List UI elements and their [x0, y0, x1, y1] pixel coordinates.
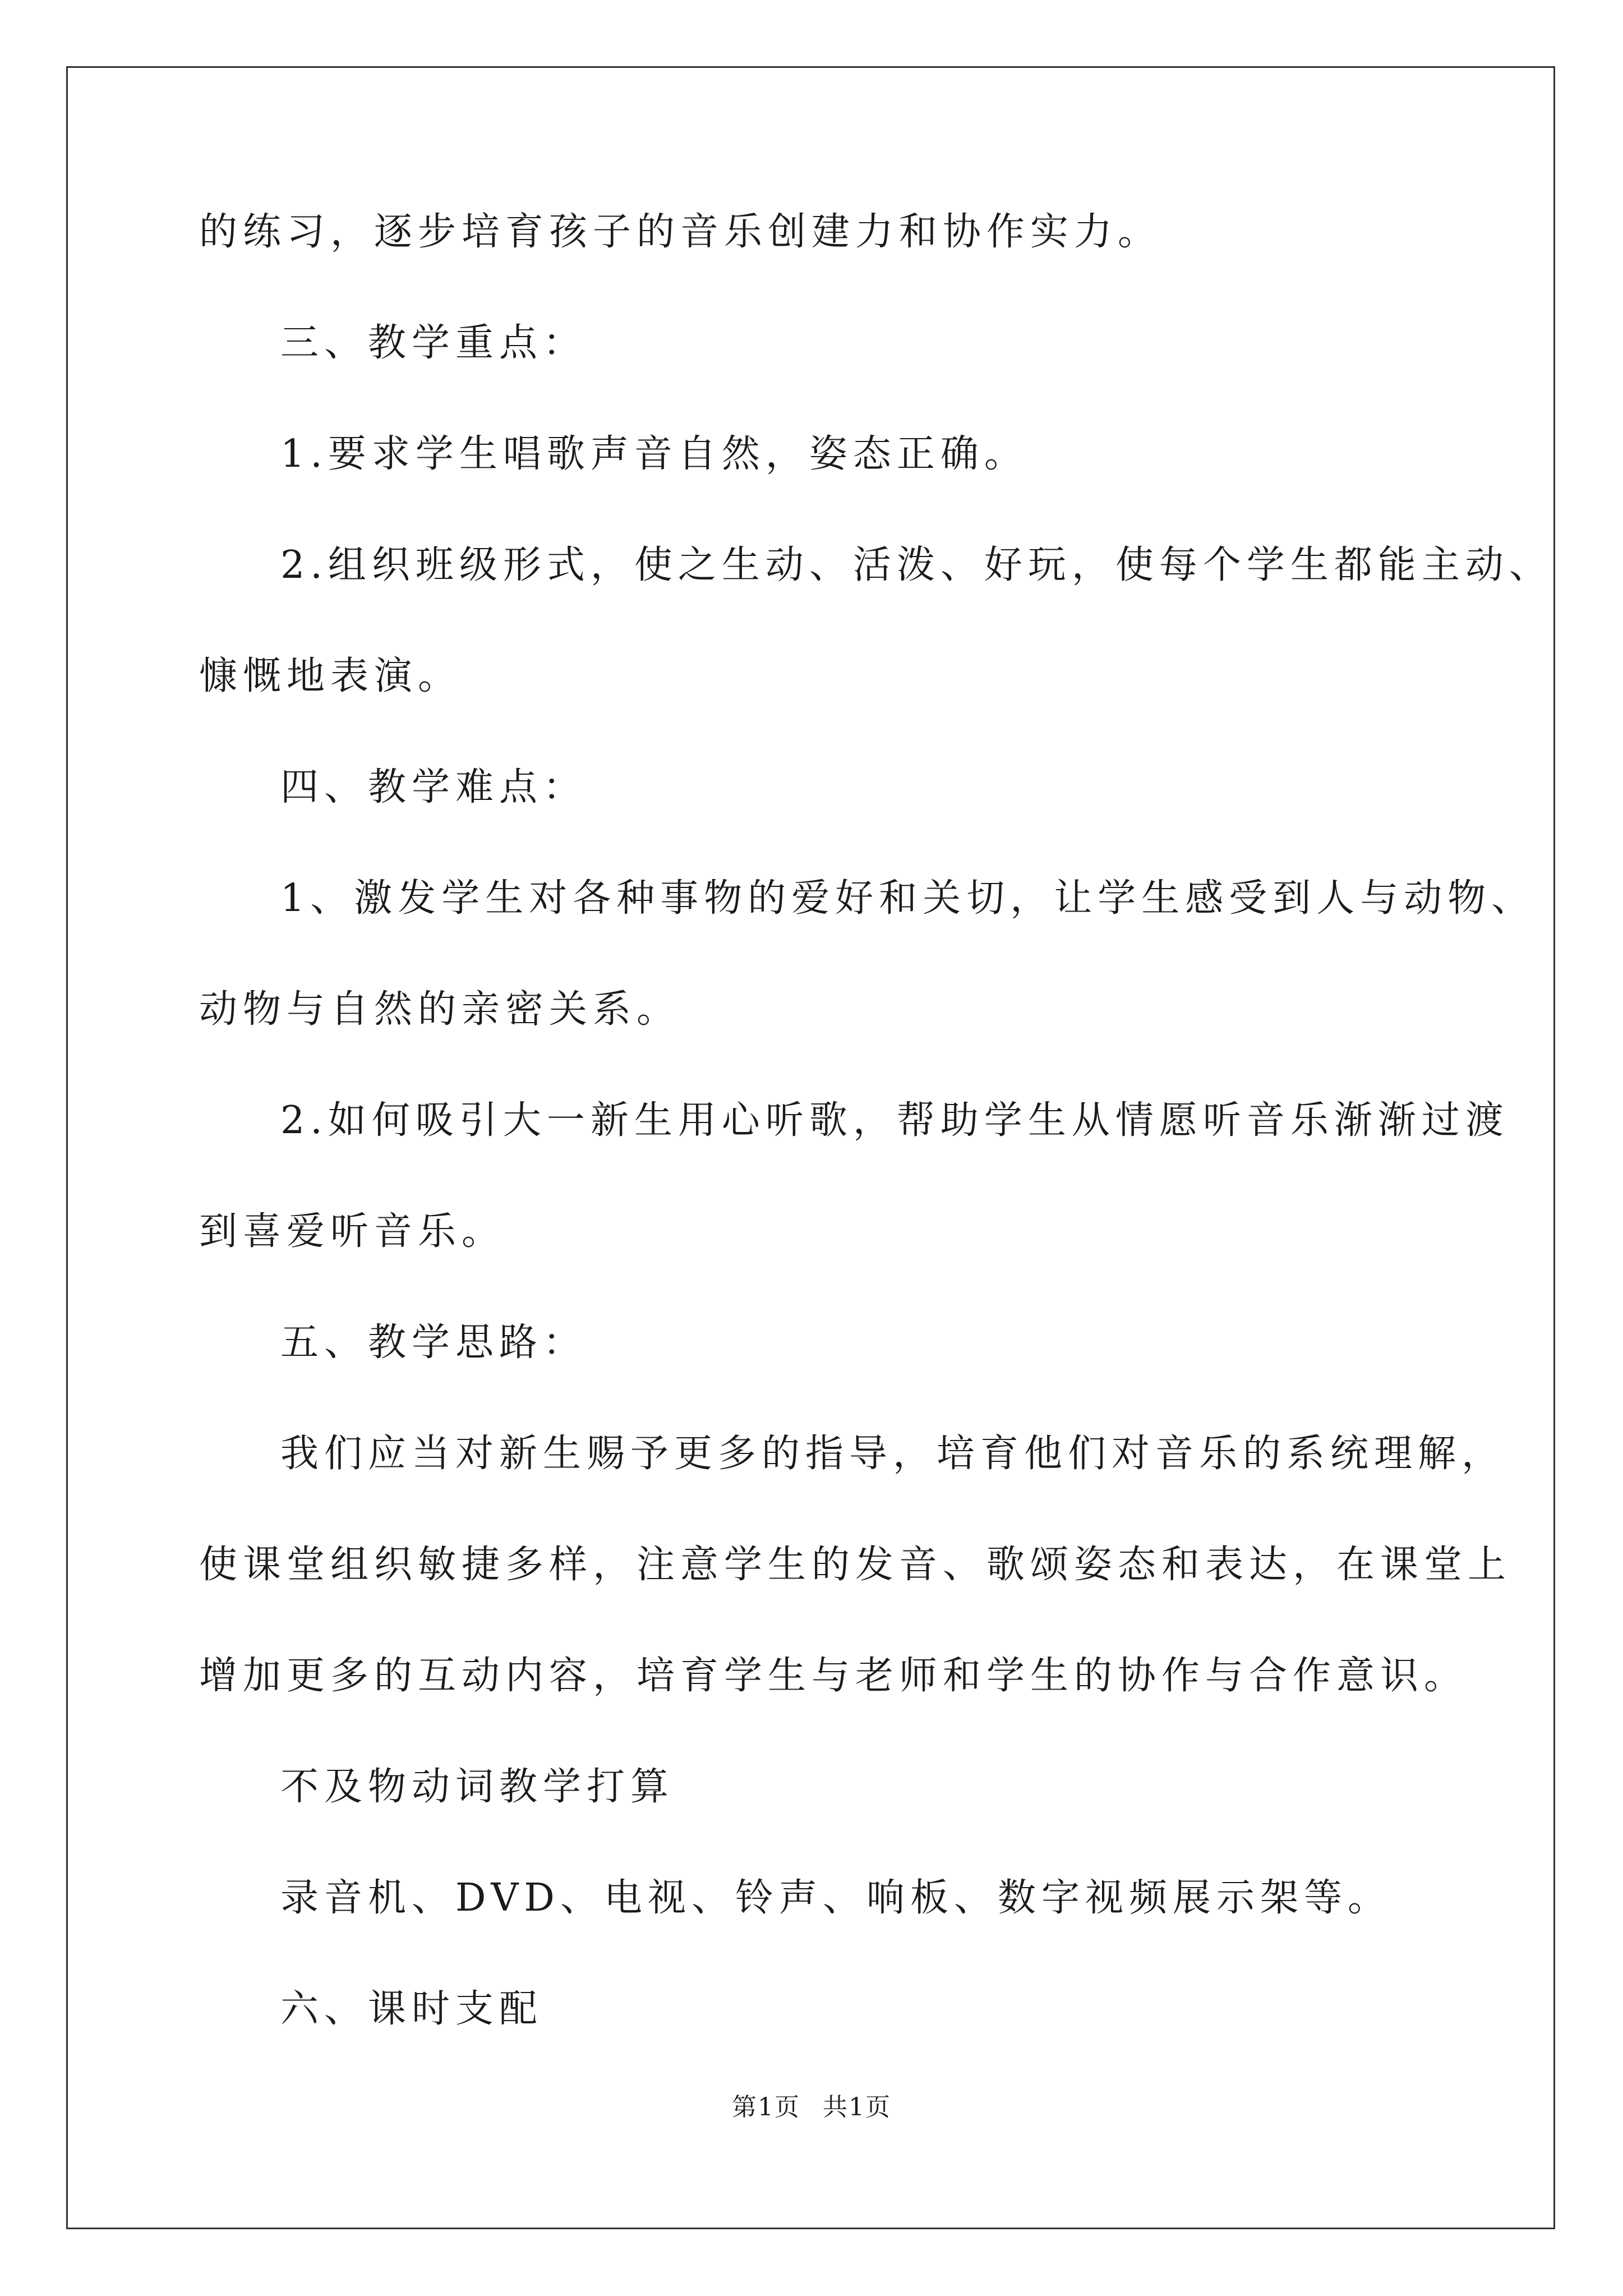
- paragraph-line: 1、激发学生对各种事物的爱好和关切，让学生感受到人与动物、: [280, 876, 1536, 921]
- paragraph-line: 1.要求学生唱歌声音自然，姿态正确。: [280, 432, 1028, 476]
- section-heading: 三、教学重点：: [280, 321, 587, 365]
- paragraph-line: 录音机、DVD、电视、铃声、响板、数字视频展示架等。: [280, 1876, 1391, 1920]
- section-heading: 五、教学思路：: [280, 1320, 587, 1365]
- paragraph-line: 增加更多的互动内容，培育学生与老师和学生的协作与合作意识。: [199, 1654, 1468, 1698]
- paragraph-line: 的练习，逐步培育孩子的音乐创建力和协作实力。: [199, 210, 1162, 254]
- page-footer: [0, 2087, 1623, 2123]
- section-heading: 不及物动词教学打算: [280, 1765, 675, 1809]
- section-heading: 四、教学难点：: [280, 765, 587, 809]
- paragraph-line: 慷慨地表演。: [199, 654, 462, 698]
- paragraph-line: 2.组织班级形式，使之生动、活泼、好玩，使每个学生都能主动、: [280, 543, 1553, 587]
- page-total: 共1页: [823, 2093, 891, 2122]
- paragraph-line: 到喜爱听音乐。: [199, 1209, 506, 1254]
- paragraph-line: 我们应当对新生赐予更多的指导，培育他们对音乐的系统理解，: [280, 1432, 1506, 1476]
- section-heading: 六、课时支配: [280, 1987, 543, 2031]
- paragraph-line: 动物与自然的亲密关系。: [199, 987, 681, 1032]
- paragraph-line: 使课堂组织敏捷多样，注意学生的发音、歌颂姿态和表达，在课堂上: [199, 1543, 1512, 1587]
- page-number: 第1页: [732, 2093, 800, 2122]
- paragraph-line: 2.如何吸引大一新生用心听歌，帮助学生从情愿听音乐渐渐过渡: [280, 1098, 1509, 1143]
